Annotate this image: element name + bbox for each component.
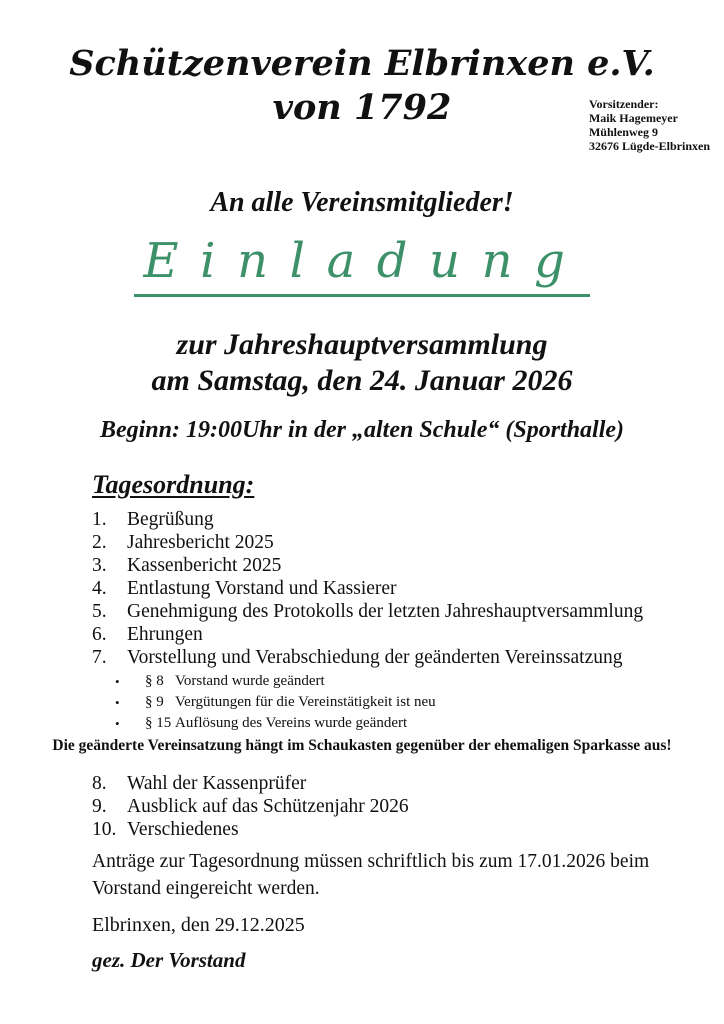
contact-street: Mühlenweg 9	[588, 125, 658, 139]
subitem-text: Auflösung des Vereins wurde geändert	[175, 715, 408, 731]
paragraph-ref: § 8	[145, 673, 164, 689]
paragraph-ref: § 15	[145, 715, 172, 731]
agenda-item-number: 6.	[92, 624, 107, 645]
bullet-icon: •	[115, 716, 120, 731]
agenda-item-number: 2.	[92, 532, 107, 553]
signature-line: gez. Der Vorstand	[92, 948, 246, 972]
agenda-item-6	[92, 623, 724, 646]
agenda-item-number: 9.	[92, 796, 107, 817]
agenda-list-part1	[0, 508, 724, 669]
agenda-item-number: 3.	[92, 555, 107, 576]
agenda-list-part2	[0, 772, 724, 841]
agenda-item-number: 5.	[92, 601, 107, 622]
chairman-contact-block	[589, 97, 710, 153]
event-line1: zur Jahreshauptversammlung	[176, 328, 548, 361]
statutes-notice: Die geänderte Vereinsatzung hängt im Schaukasten gegenüber der ehemaligen Sparkasse aus!	[52, 737, 672, 754]
agenda-item-7	[92, 646, 724, 669]
invitation-heading: Einladung	[134, 234, 591, 297]
agenda-item-text: Ausblick auf das Schützenjahr 2026	[127, 796, 409, 817]
agenda-item-4	[92, 577, 724, 600]
agenda-item-text: Genehmigung des Protokolls der letzten Jahreshauptversammlung	[127, 601, 644, 622]
agenda-item-text: Jahresbericht 2025	[127, 532, 274, 553]
agenda-item-9	[92, 795, 724, 818]
paragraph-ref: § 9	[145, 694, 164, 710]
subitem-text: Vergütungen für die Vereinstätigkeit ist neu	[175, 694, 436, 710]
agenda-item-text: Kassenbericht 2025	[127, 555, 282, 576]
agenda-subitem-2	[115, 692, 724, 713]
agenda-item-text: Vorstellung und Verabschiedung der geänderten Vereinssatzung	[127, 647, 623, 668]
agenda-item-number: 7.	[92, 647, 107, 668]
bullet-icon: •	[115, 695, 120, 710]
event-line2: am Samstag, den 24. Januar 2026	[151, 364, 573, 397]
invitation-heading-wrap	[0, 234, 724, 297]
agenda-subitem-3	[115, 713, 724, 734]
agenda-item-1	[92, 508, 724, 531]
agenda-item-text: Entlastung Vorstand und Kassierer	[127, 578, 397, 599]
agenda-item-number: 8.	[92, 773, 107, 794]
agenda-item-number: 1.	[92, 509, 107, 530]
agenda-item-2	[92, 531, 724, 554]
agenda-item-10	[92, 818, 724, 841]
begin-line: Beginn: 19:00Uhr in der „alten Schule“ (Sporthalle)	[99, 417, 625, 443]
contact-name: Maik Hagemeyer	[588, 111, 678, 125]
club-title-line2: von 1792	[272, 87, 452, 128]
agenda-item-7-sublist	[0, 671, 724, 734]
motions-deadline-paragraph	[92, 848, 724, 902]
agenda-subitem-1	[115, 671, 724, 692]
contact-role: Vorsitzender:	[588, 97, 659, 111]
subitem-text: Vorstand wurde geändert	[175, 673, 325, 689]
club-title-line1: Schützenverein Elbrinxen e.V.	[69, 43, 655, 84]
salutation: An alle Vereinsmitglieder!	[210, 187, 514, 218]
place-and-date: Elbrinxen, den 29.12.2025	[92, 914, 305, 936]
agenda-item-text: Begrüßung	[127, 509, 214, 530]
agenda-item-3	[92, 554, 724, 577]
motions-line1: Anträge zur Tagesordnung müssen schriftlich bis zum 17.01.2026 beim	[92, 851, 650, 872]
agenda-item-text: Ehrungen	[127, 624, 203, 645]
agenda-item-number: 10.	[92, 819, 117, 840]
agenda-item-8	[92, 772, 724, 795]
contact-city: 32676 Lügde-Elbrinxen	[588, 139, 710, 153]
agenda-item-5	[92, 600, 724, 623]
motions-line2: Vorstand eingereicht werden.	[92, 878, 320, 899]
agenda-item-number: 4.	[92, 578, 107, 599]
agenda-item-text: Verschiedenes	[127, 819, 239, 840]
bullet-icon: •	[115, 674, 120, 689]
event-headline	[0, 327, 724, 399]
agenda-heading: Tagesordnung:	[92, 470, 255, 499]
agenda-item-text: Wahl der Kassenprüfer	[127, 773, 307, 794]
